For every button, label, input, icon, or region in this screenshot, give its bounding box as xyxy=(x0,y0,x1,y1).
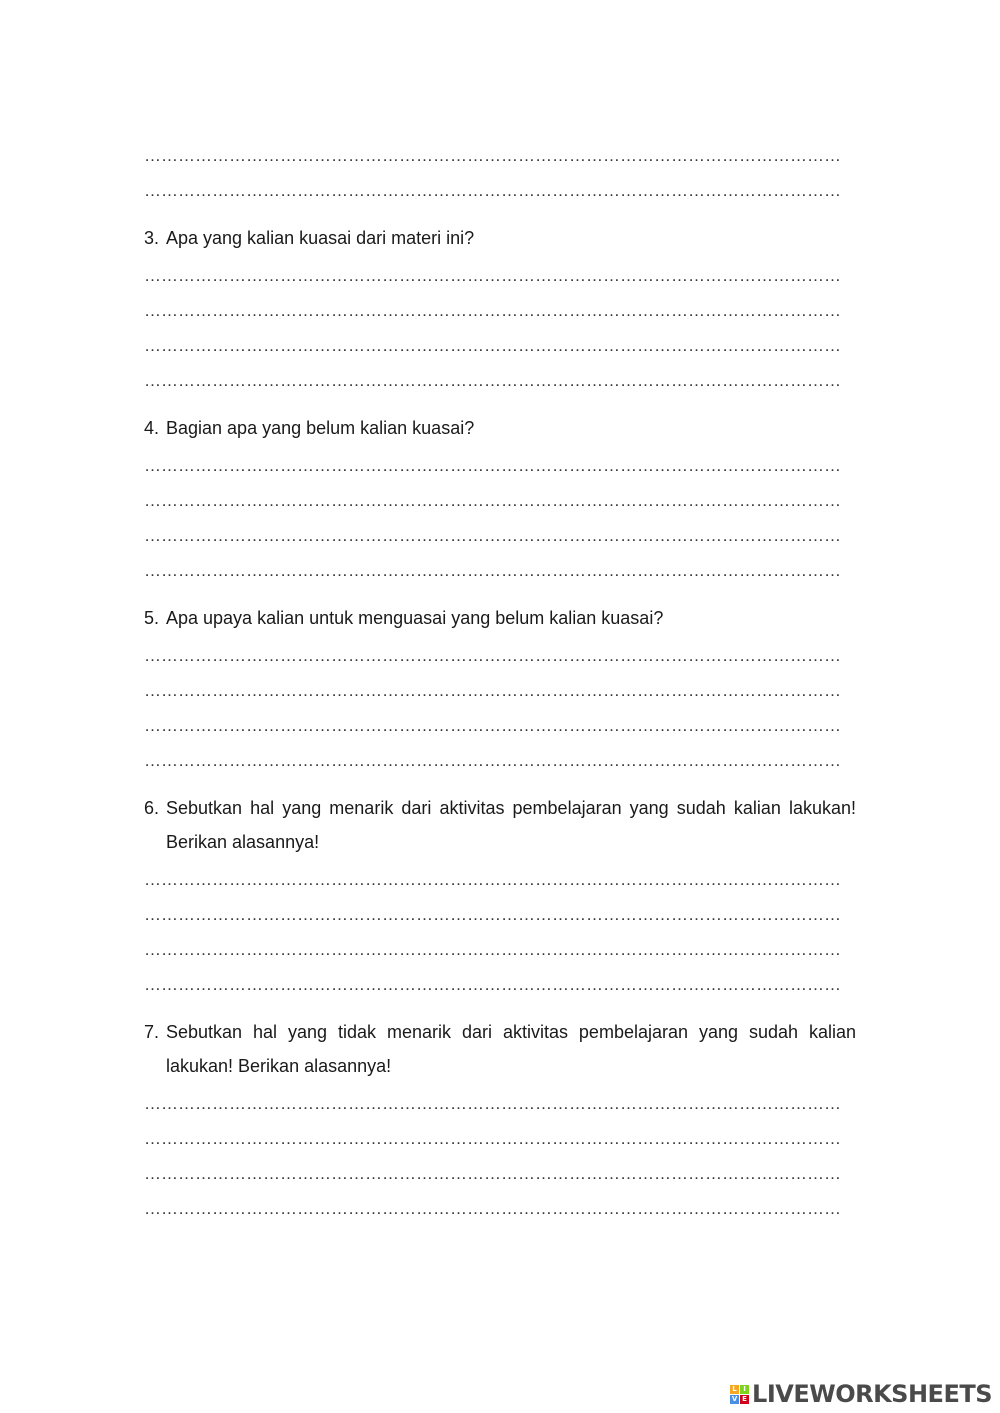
answer-lines-3 xyxy=(144,258,856,398)
answer-line[interactable]: …………………………………………………………………………………………………………… xyxy=(144,751,841,770)
answer-line[interactable]: …………………………………………………………………………………………………………… xyxy=(144,940,841,959)
answer-line[interactable]: …………………………………………………………………………………………………………… xyxy=(144,1129,841,1148)
logo-cell: V xyxy=(731,1394,738,1403)
question-5 xyxy=(144,601,856,635)
question-3 xyxy=(144,221,856,255)
question-number: 6. xyxy=(144,798,160,818)
logo-cell: I xyxy=(740,1385,749,1394)
answer-line[interactable]: …………………………………………………………………………………………………………… xyxy=(144,1094,841,1113)
answer-line[interactable]: …………………………………………………………………………………………………………… xyxy=(144,561,841,580)
answer-line[interactable]: …………………………………………………………………………………………………………… xyxy=(144,526,841,545)
question-6 xyxy=(144,791,856,859)
question-text: Sebutkan hal yang tidak menarik dari aktivitas pembelajaran yang sudah kalian lakukan! Berikan alasannya! xyxy=(166,1022,856,1076)
answer-line[interactable]: …………………………………………………………………………………………………………… xyxy=(144,371,841,390)
question-7 xyxy=(144,1015,856,1083)
answer-line[interactable]: …………………………………………………………………………………………………………… xyxy=(144,646,841,665)
answer-line[interactable]: …………………………………………………………………………………………………………… xyxy=(144,1199,841,1218)
question-text: Sebutkan hal yang menarik dari aktivitas pembelajaran yang sudah kalian lakukan! Berikan alasannya! xyxy=(166,798,856,852)
answer-line[interactable]: …………………………………………………………………………………………………………… xyxy=(144,681,841,700)
answer-lines-4 xyxy=(144,448,856,588)
answer-line[interactable]: …………………………………………………………………………………………………………… xyxy=(144,905,841,924)
answer-lines-7 xyxy=(144,1086,856,1226)
question-number: 7. xyxy=(144,1022,160,1042)
answer-line[interactable]: …………………………………………………………………………………………………………… xyxy=(144,301,841,320)
watermark-text: LIVEWORKSHEETS xyxy=(752,1380,992,1408)
answer-line[interactable]: …………………………………………………………………………………………………………… xyxy=(144,716,841,735)
question-number: 4. xyxy=(144,418,160,438)
question-4 xyxy=(144,411,856,445)
question-text: Bagian apa yang belum kalian kuasai? xyxy=(166,418,475,438)
answer-lines-prev xyxy=(144,138,856,208)
answer-line[interactable]: …………………………………………………………………………………………………………… xyxy=(144,181,841,200)
logo-cell: L xyxy=(730,1385,739,1394)
answer-line[interactable]: …………………………………………………………………………………………………………… xyxy=(144,1164,841,1183)
logo-cell: E xyxy=(740,1395,749,1404)
liveworksheets-logo-icon xyxy=(730,1385,749,1404)
question-number: 3. xyxy=(144,228,160,248)
answer-lines-6 xyxy=(144,862,856,1002)
answer-line[interactable]: …………………………………………………………………………………………………………… xyxy=(144,146,841,165)
answer-line[interactable]: …………………………………………………………………………………………………………… xyxy=(144,456,841,475)
answer-line[interactable]: …………………………………………………………………………………………………………… xyxy=(144,491,841,510)
question-number: 5. xyxy=(144,608,160,628)
answer-line[interactable]: …………………………………………………………………………………………………………… xyxy=(144,870,841,889)
answer-line[interactable]: …………………………………………………………………………………………………………… xyxy=(144,975,841,994)
question-text: Apa yang kalian kuasai dari materi ini? xyxy=(166,228,475,248)
answer-line[interactable]: …………………………………………………………………………………………………………… xyxy=(144,336,841,355)
question-text: Apa upaya kalian untuk menguasai yang belum kalian kuasai? xyxy=(166,608,664,628)
answer-lines-5 xyxy=(144,638,856,778)
worksheet-page xyxy=(144,138,856,1226)
liveworksheets-watermark xyxy=(730,1379,992,1409)
answer-line[interactable]: …………………………………………………………………………………………………………… xyxy=(144,266,841,285)
